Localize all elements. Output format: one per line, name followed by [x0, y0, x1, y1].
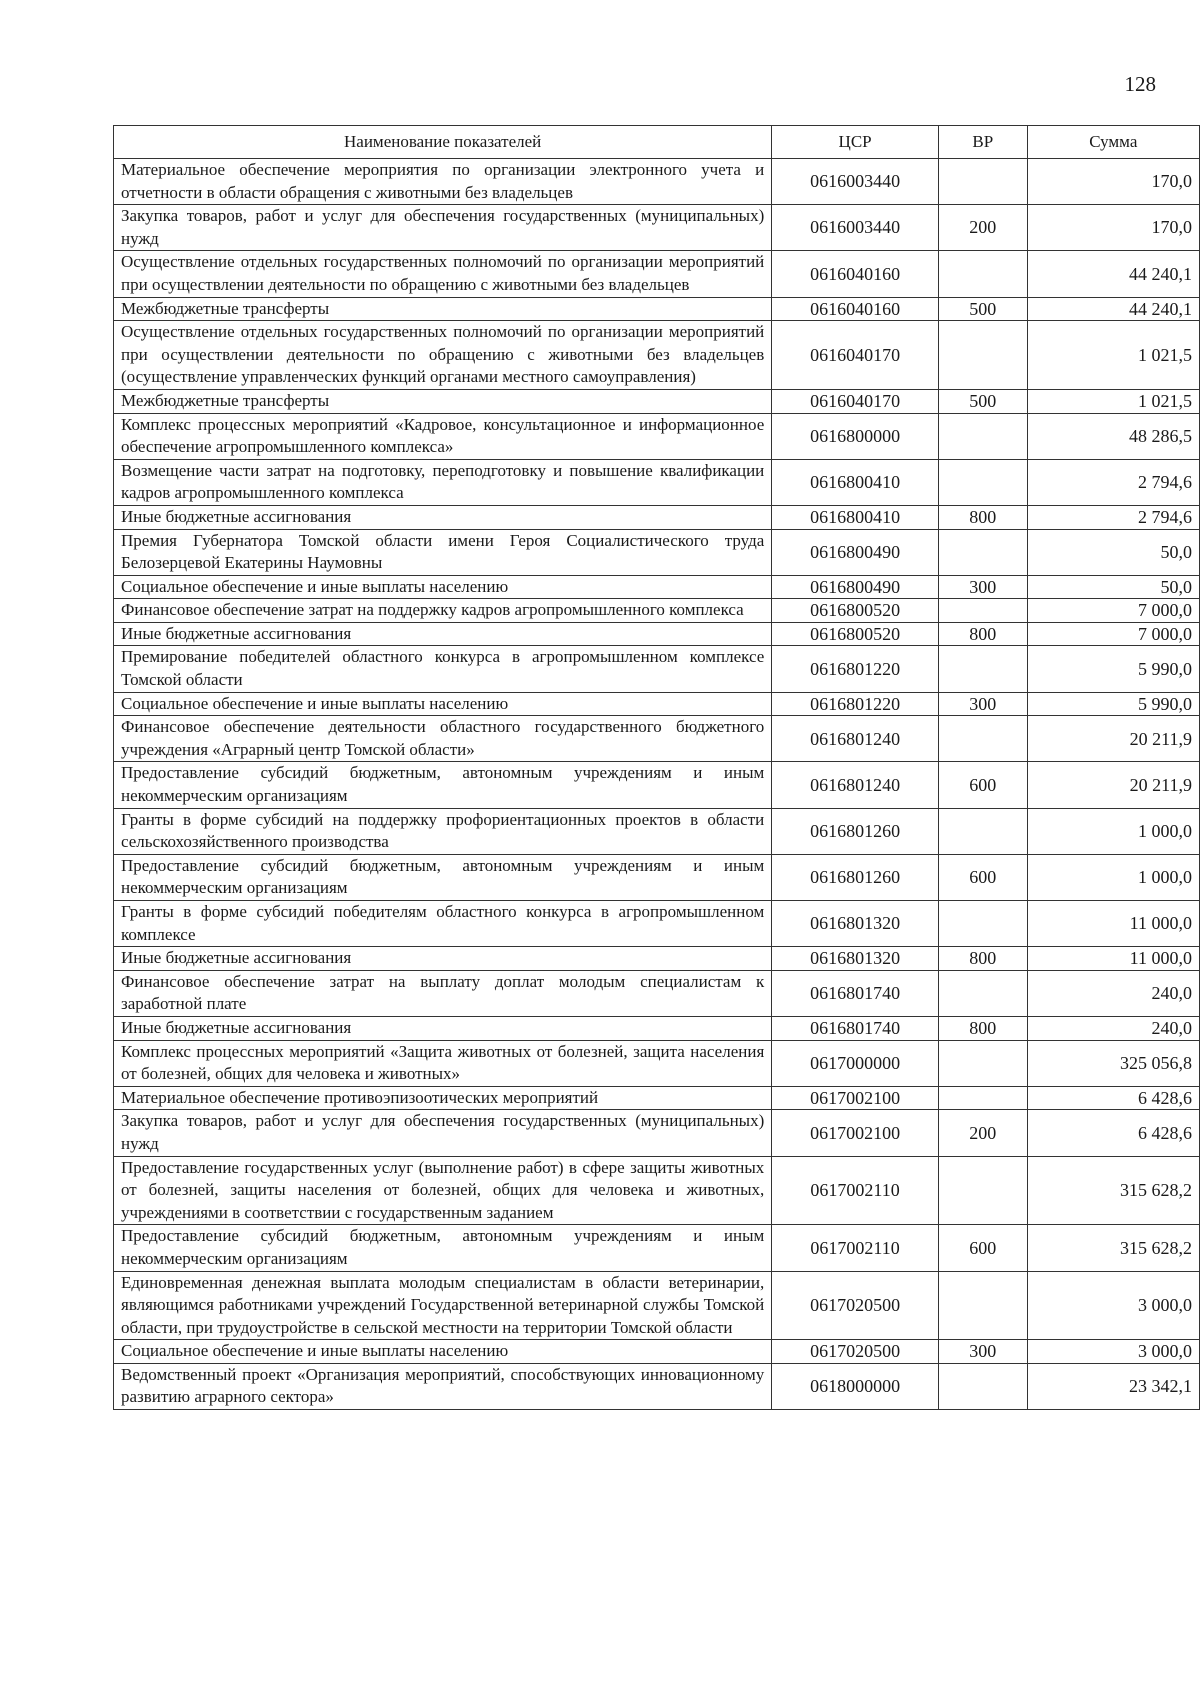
row-csr-cell: 0616800520	[772, 622, 939, 646]
table-row	[114, 854, 1200, 900]
row-name-cell: Иные бюджетные ассигнования	[114, 622, 772, 646]
row-sum-cell: 7 000,0	[1027, 599, 1199, 623]
row-name-cell: Предоставление субсидий бюджетным, автономным учреждениям и иным некоммерческим организациям	[114, 1225, 772, 1271]
header-sum: Сумма	[1027, 126, 1199, 159]
row-vr-cell	[938, 716, 1027, 762]
row-csr-cell: 0616003440	[772, 205, 939, 251]
row-vr-cell	[938, 1363, 1027, 1409]
row-csr-cell: 0616801220	[772, 692, 939, 716]
row-csr-cell: 0616040170	[772, 389, 939, 413]
row-vr-cell: 800	[938, 622, 1027, 646]
table-row	[114, 901, 1200, 947]
row-sum-cell: 20 211,9	[1027, 716, 1199, 762]
row-vr-cell: 800	[938, 947, 1027, 971]
row-vr-cell: 600	[938, 762, 1027, 808]
row-sum-cell: 6 428,6	[1027, 1110, 1199, 1156]
row-vr-cell	[938, 413, 1027, 459]
row-csr-cell: 0616801740	[772, 970, 939, 1016]
row-sum-cell: 20 211,9	[1027, 762, 1199, 808]
row-vr-cell: 500	[938, 389, 1027, 413]
row-sum-cell: 5 990,0	[1027, 692, 1199, 716]
row-csr-cell: 0617020500	[772, 1340, 939, 1364]
row-sum-cell: 315 628,2	[1027, 1225, 1199, 1271]
table-row	[114, 529, 1200, 575]
row-name-cell: Социальное обеспечение и иные выплаты населению	[114, 692, 772, 716]
row-csr-cell: 0616801240	[772, 716, 939, 762]
row-sum-cell: 5 990,0	[1027, 646, 1199, 692]
row-vr-cell	[938, 901, 1027, 947]
table-row	[114, 1340, 1200, 1364]
budget-table	[113, 125, 1200, 1410]
row-vr-cell	[938, 1086, 1027, 1110]
row-csr-cell: 0617000000	[772, 1040, 939, 1086]
row-name-cell: Комплекс процессных мероприятий «Защита животных от болезней, защита населения от болезней, общих для человека и животных»	[114, 1040, 772, 1086]
row-csr-cell: 0616801220	[772, 646, 939, 692]
row-name-cell: Единовременная денежная выплата молодым специалистам в области ветеринарии, являющимся работниками учреждений Государственной ветеринарной службы Томской области, при трудоустройстве в сельской местности на территории Томской области	[114, 1271, 772, 1340]
row-name-cell: Предоставление государственных услуг (выполнение работ) в сфере защиты животных от болезней, защиты населения от болезней, общих для человека и животных, учреждениями в соответствии с государственным заданием	[114, 1156, 772, 1225]
row-vr-cell	[938, 1271, 1027, 1340]
row-sum-cell: 1 000,0	[1027, 854, 1199, 900]
row-vr-cell	[938, 159, 1027, 205]
table-row	[114, 646, 1200, 692]
table-row	[114, 599, 1200, 623]
row-csr-cell: 0616800000	[772, 413, 939, 459]
row-name-cell: Финансовое обеспечение затрат на поддержку кадров агропромышленного комплекса	[114, 599, 772, 623]
row-name-cell: Возмещение части затрат на подготовку, переподготовку и повышение квалификации кадров агропромышленного комплекса	[114, 459, 772, 505]
row-vr-cell: 200	[938, 1110, 1027, 1156]
table-row	[114, 159, 1200, 205]
row-sum-cell: 48 286,5	[1027, 413, 1199, 459]
row-vr-cell	[938, 251, 1027, 297]
row-sum-cell: 6 428,6	[1027, 1086, 1199, 1110]
table-row	[114, 459, 1200, 505]
table-body	[114, 159, 1200, 1410]
row-csr-cell: 0618000000	[772, 1363, 939, 1409]
table-row	[114, 762, 1200, 808]
row-vr-cell: 600	[938, 1225, 1027, 1271]
row-sum-cell: 240,0	[1027, 1016, 1199, 1040]
row-sum-cell: 240,0	[1027, 970, 1199, 1016]
table-row	[114, 389, 1200, 413]
row-csr-cell: 0617002110	[772, 1156, 939, 1225]
row-csr-cell: 0616801260	[772, 854, 939, 900]
row-name-cell: Ведомственный проект «Организация мероприятий, способствующих инновационному развитию аграрного сектора»	[114, 1363, 772, 1409]
row-vr-cell: 300	[938, 575, 1027, 599]
header-vr: ВР	[938, 126, 1027, 159]
row-name-cell: Иные бюджетные ассигнования	[114, 947, 772, 971]
row-vr-cell: 600	[938, 854, 1027, 900]
header-csr: ЦСР	[772, 126, 939, 159]
row-name-cell: Предоставление субсидий бюджетным, автономным учреждениям и иным некоммерческим организациям	[114, 762, 772, 808]
row-sum-cell: 3 000,0	[1027, 1340, 1199, 1364]
row-name-cell: Осуществление отдельных государственных полномочий по организации мероприятий при осуществлении деятельности по обращению с животными без владельцев (осуществление управленческих функций органами местного самоуправления)	[114, 321, 772, 390]
row-vr-cell: 200	[938, 205, 1027, 251]
row-vr-cell	[938, 646, 1027, 692]
row-csr-cell: 0617002100	[772, 1086, 939, 1110]
row-name-cell: Материальное обеспечение противоэпизоотических мероприятий	[114, 1086, 772, 1110]
row-name-cell: Осуществление отдельных государственных полномочий по организации мероприятий при осуществлении деятельности по обращению с животными без владельцев	[114, 251, 772, 297]
table-row	[114, 692, 1200, 716]
row-name-cell: Закупка товаров, работ и услуг для обеспечения государственных (муниципальных) нужд	[114, 1110, 772, 1156]
table-row	[114, 808, 1200, 854]
row-csr-cell: 0616800410	[772, 505, 939, 529]
table-row	[114, 970, 1200, 1016]
table-row	[114, 1040, 1200, 1086]
row-name-cell: Иные бюджетные ассигнования	[114, 505, 772, 529]
row-sum-cell: 11 000,0	[1027, 947, 1199, 971]
row-name-cell: Предоставление субсидий бюджетным, автономным учреждениям и иным некоммерческим организациям	[114, 854, 772, 900]
row-sum-cell: 2 794,6	[1027, 459, 1199, 505]
row-vr-cell	[938, 1040, 1027, 1086]
table-row	[114, 505, 1200, 529]
row-name-cell: Премирование победителей областного конкурса в агропромышленном комплексе Томской области	[114, 646, 772, 692]
row-csr-cell: 0617002100	[772, 1110, 939, 1156]
row-name-cell: Гранты в форме субсидий победителям областного конкурса в агропромышленном комплексе	[114, 901, 772, 947]
row-sum-cell: 50,0	[1027, 575, 1199, 599]
row-csr-cell: 0616801320	[772, 947, 939, 971]
table-row	[114, 205, 1200, 251]
row-name-cell: Финансовое обеспечение деятельности областного государственного бюджетного учреждения «Аграрный центр Томской области»	[114, 716, 772, 762]
row-name-cell: Материальное обеспечение мероприятия по организации электронного учета и отчетности в области обращения с животными без владельцев	[114, 159, 772, 205]
table-row	[114, 716, 1200, 762]
row-sum-cell: 11 000,0	[1027, 901, 1199, 947]
row-csr-cell: 0617020500	[772, 1271, 939, 1340]
row-sum-cell: 44 240,1	[1027, 251, 1199, 297]
table-row	[114, 1156, 1200, 1225]
row-sum-cell: 1 000,0	[1027, 808, 1199, 854]
table-row	[114, 1016, 1200, 1040]
row-vr-cell	[938, 970, 1027, 1016]
row-vr-cell	[938, 808, 1027, 854]
row-csr-cell: 0616040160	[772, 251, 939, 297]
row-name-cell: Социальное обеспечение и иные выплаты населению	[114, 575, 772, 599]
table-row	[114, 1086, 1200, 1110]
row-csr-cell: 0617002110	[772, 1225, 939, 1271]
row-vr-cell	[938, 599, 1027, 623]
row-name-cell: Межбюджетные трансферты	[114, 389, 772, 413]
row-vr-cell: 800	[938, 505, 1027, 529]
row-csr-cell: 0616040170	[772, 321, 939, 390]
row-sum-cell: 44 240,1	[1027, 297, 1199, 321]
row-csr-cell: 0616800490	[772, 575, 939, 599]
table-row	[114, 1225, 1200, 1271]
row-sum-cell: 315 628,2	[1027, 1156, 1199, 1225]
row-name-cell: Премия Губернатора Томской области имени Героя Социалистического труда Белозерцевой Екатерины Наумовны	[114, 529, 772, 575]
row-csr-cell: 0616800410	[772, 459, 939, 505]
row-sum-cell: 1 021,5	[1027, 389, 1199, 413]
row-csr-cell: 0616801740	[772, 1016, 939, 1040]
row-csr-cell: 0616801260	[772, 808, 939, 854]
row-sum-cell: 170,0	[1027, 205, 1199, 251]
row-csr-cell: 0616801320	[772, 901, 939, 947]
row-name-cell: Финансовое обеспечение затрат на выплату доплат молодым специалистам к заработной плате	[114, 970, 772, 1016]
row-csr-cell: 0616800520	[772, 599, 939, 623]
table-header-row	[114, 126, 1200, 159]
row-vr-cell: 300	[938, 692, 1027, 716]
row-name-cell: Комплекс процессных мероприятий «Кадровое, консультационное и информационное обеспечение агропромышленного комплекса»	[114, 413, 772, 459]
row-vr-cell	[938, 321, 1027, 390]
page-number: 128	[1124, 72, 1156, 96]
row-name-cell: Межбюджетные трансферты	[114, 297, 772, 321]
row-csr-cell: 0616003440	[772, 159, 939, 205]
row-csr-cell: 0616800490	[772, 529, 939, 575]
row-sum-cell: 23 342,1	[1027, 1363, 1199, 1409]
row-sum-cell: 170,0	[1027, 159, 1199, 205]
table-row	[114, 297, 1200, 321]
row-vr-cell	[938, 529, 1027, 575]
header-name: Наименование показателей	[114, 126, 772, 159]
row-sum-cell: 3 000,0	[1027, 1271, 1199, 1340]
table-row	[114, 947, 1200, 971]
table-row	[114, 622, 1200, 646]
row-vr-cell: 500	[938, 297, 1027, 321]
row-sum-cell: 2 794,6	[1027, 505, 1199, 529]
row-vr-cell	[938, 459, 1027, 505]
table-row	[114, 321, 1200, 390]
table-row	[114, 251, 1200, 297]
row-vr-cell: 800	[938, 1016, 1027, 1040]
table-row	[114, 575, 1200, 599]
row-sum-cell: 50,0	[1027, 529, 1199, 575]
row-csr-cell: 0616801240	[772, 762, 939, 808]
table-row	[114, 413, 1200, 459]
table-row	[114, 1271, 1200, 1340]
row-csr-cell: 0616040160	[772, 297, 939, 321]
row-vr-cell	[938, 1156, 1027, 1225]
row-vr-cell: 300	[938, 1340, 1027, 1364]
row-sum-cell: 325 056,8	[1027, 1040, 1199, 1086]
row-sum-cell: 1 021,5	[1027, 321, 1199, 390]
row-name-cell: Социальное обеспечение и иные выплаты населению	[114, 1340, 772, 1364]
row-name-cell: Гранты в форме субсидий на поддержку профориентационных проектов в области сельскохозяйственного производства	[114, 808, 772, 854]
table-row	[114, 1110, 1200, 1156]
row-name-cell: Иные бюджетные ассигнования	[114, 1016, 772, 1040]
row-sum-cell: 7 000,0	[1027, 622, 1199, 646]
row-name-cell: Закупка товаров, работ и услуг для обеспечения государственных (муниципальных) нужд	[114, 205, 772, 251]
table-row	[114, 1363, 1200, 1409]
